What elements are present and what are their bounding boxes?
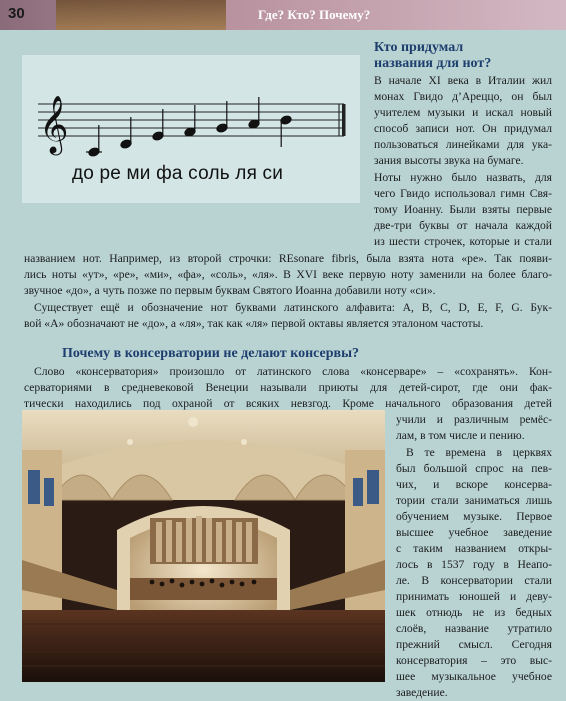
text-line: лам, в том числе и пению. xyxy=(396,429,525,442)
text-line: тории стали заниматься лишь xyxy=(396,494,552,507)
text-line: ле. В консерватории стали xyxy=(396,574,552,587)
text-line: серваториями в средневековой Венеции называли приюты для детей-сирот, где они фак- xyxy=(24,381,552,394)
text-line: две-три буквы от начала каждой xyxy=(374,219,552,232)
text-line: заведение. xyxy=(396,686,448,699)
page-number: 30 xyxy=(8,5,25,22)
article1-title-line2: названия для нот? xyxy=(374,56,492,71)
text-line: Существует ещё и обозначение нот буквами латинского алфавита: A, B, C, D, E, F, G. Бук- xyxy=(34,301,552,314)
text-line: принимать юношей и деву- xyxy=(396,590,552,603)
text-line: названием нот. Например, из второй строчки: REsonare fibris, была взята нота «ре». Так появи- xyxy=(24,252,552,265)
text-line: В те времена в церквях xyxy=(406,446,552,459)
text-line: лись ноты «ут», «ре», «ми», «фа», «соль», «ля». В XVI веке первую ноту заменили на более благо- xyxy=(24,268,552,281)
text-line: слоёв, название утратило xyxy=(396,622,552,635)
text-line: вой «A» обозначают не «до», а «ля», так как «ля» первой октавы является эталоном частоты. xyxy=(24,317,484,330)
concert-hall-illustration xyxy=(22,410,385,682)
text-line: чего Гвидо использовал гимн Свя- xyxy=(374,187,552,200)
text-line: учили и различным ремёс- xyxy=(396,413,552,426)
text-line: был большой спрос на пев- xyxy=(396,462,552,475)
text-line: Ноты нужно было назвать, для xyxy=(374,171,552,184)
text-line: тому Иоанну. Были взяты первые xyxy=(374,203,552,216)
header-decoration-image xyxy=(56,0,226,30)
note-names: до ре ми фа соль ля си xyxy=(72,163,284,184)
text-line: с таким названием откры- xyxy=(396,542,552,555)
section-title: Где? Кто? Почему? xyxy=(258,7,371,22)
text-line: тически находились под охраной от всяких невзгод. Кроме начального образования детей xyxy=(24,397,552,410)
text-line: монах Гвидо д’Ареццо, он был xyxy=(374,90,552,103)
text-line: чих, и вскоре консерва- xyxy=(396,478,552,491)
text-line: шек отнюдь не из бедных xyxy=(396,606,552,619)
article2-title: Почему в консерватории не делают консервы? xyxy=(62,346,360,361)
text-line: пользоваться линейками для ука- xyxy=(374,138,552,151)
text-line: способ записи нот. Он придумал xyxy=(374,122,552,135)
music-notation-figure xyxy=(22,55,360,203)
text-line: учителем музыки и искал новый xyxy=(374,106,552,119)
text-line: прежний смысл. Сегодня xyxy=(396,638,552,651)
concert-hall-photo xyxy=(22,410,385,682)
text-line: обучением музыке. Первое xyxy=(396,510,552,523)
text-line: В начале XI века в Италии жил xyxy=(374,74,552,87)
text-line: консерватория – это выс- xyxy=(396,654,552,667)
text-line: высшее учебное заведение xyxy=(396,526,552,539)
treble-clef-icon xyxy=(39,95,69,156)
text-line: из шести строчек, которые и стали xyxy=(374,235,552,248)
text-line: шее музыкальное учебное xyxy=(396,670,552,683)
svg-text:𝄞: 𝄞 xyxy=(39,95,69,153)
text-line: Слово «консерватория» произошло от латинского слова «консерваре» – «сохранять». Кон- xyxy=(34,365,552,378)
text-line: зания высоты звука на бумаге. xyxy=(374,154,524,167)
text-line: лось в 1537 году в Неапо- xyxy=(396,558,552,571)
article1-title-line1: Кто придумал xyxy=(374,40,464,55)
text-line: звучное «до», а чуть позже по первым буквам Святого Иоанна добавили ноту «си». xyxy=(24,284,436,297)
